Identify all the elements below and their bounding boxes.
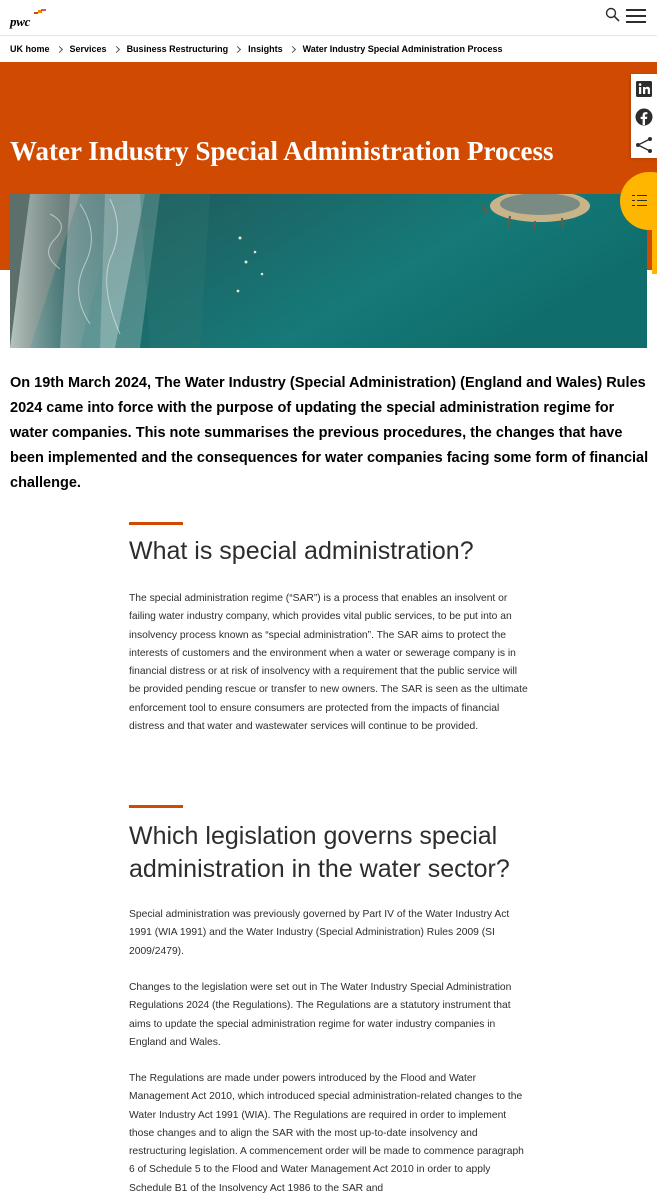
section-heading-which-legislation: Which legislation governs special administration in the water sector? [129,822,510,883]
search-button[interactable] [604,7,622,25]
breadcrumb-services[interactable]: Services [69,44,107,54]
menu-icon-bar [626,15,646,17]
section-paragraph: The special administration regime (“SAR”) is a process that enables an insolvent or failing water industry company, which provides vital public services, to be put into an insolvency process known as “special administration”. The SAR aims to protect the interests of customers and the environment when a water or sewerage company is in financial distress or at risk of insolvency with a requirement that the public service will be provided pending rescue or transfer to new owners. The SAR is seen as the ultimate enforcement tool to ensure consumers are protected from the impacts of financial distress and that water and wastewater services will continue to be provided. [129,593,528,733]
section-divider [129,522,183,525]
chevron-right-icon [289,45,296,52]
facebook-icon [631,104,657,130]
chevron-right-icon [113,45,120,52]
hero-image [10,194,647,348]
breadcrumb-insights[interactable]: Insights [248,44,283,54]
logo-text: pwc [10,14,31,29]
breadcrumb [10,36,503,62]
social-share-bar [631,74,657,158]
pwc-logo[interactable] [10,9,46,29]
section-paragraph: The Regulations are made under powers introduced by the Flood and Water Management Act 2010, which introduced special administration-related changes to the Water Industry Act 1991 (WIA). The Regulations are required in order to implement those changes and to align the SAR with the most up-to-date insolvency and restructuring legislation. A commencement order will be made to commence paragraph 6 of Schedule 5 to the Flood and Water Management Act 2010 in order to apply Schedule B1 of the Insolvency Act 1986 to the SAR and [129,1073,524,1194]
logo-mark-icon [28,9,46,17]
section-heading-what-is-special-administration: What is special administration? [129,537,474,565]
chevron-right-icon [55,45,62,52]
breadcrumb-current-page: Water Industry Special Administration Process [302,44,503,54]
menu-icon-bar [626,9,646,11]
section-divider [129,805,183,808]
linkedin-share-button[interactable] [631,76,657,102]
share-icon [631,132,657,158]
linkedin-icon [631,76,657,102]
search-icon [605,7,621,23]
chevron-right-icon [234,45,241,52]
page-title: Water Industry Special Administration Process [10,136,554,166]
facebook-share-button[interactable] [631,104,657,130]
breadcrumb-business-restructuring[interactable]: Business Restructuring [126,44,229,54]
aerial-sea-image [10,194,647,348]
menu-icon-bar [626,21,646,23]
menu-button[interactable] [626,9,648,25]
intro-summary: On 19th March 2024, The Water Industry (Special Administration) (England and Wales) Rules 2024 came into force with the purpose of updating the special administration regime for water companies. This note summarises the previous procedures, the changes that have been implemented and the consequences for water companies facing some form of financial challenge. [10,375,649,491]
section-paragraph: Special administration was previously governed by Part IV of the Water Industry Act 1991 (WIA 1991) and the Water Industry (Special Administration) Rules 2009 (SI 2009/2479). [129,909,510,957]
share-button[interactable] [631,132,657,158]
breadcrumb-uk-home[interactable]: UK home [10,44,50,54]
section-paragraph: Changes to the legislation were set out in The Water Industry Special Administration Regulations 2024 (the Regulations). The Regulations are a statutory instrument that aims to update the special administration regime for water industry companies in England and Wales. [129,982,512,1048]
site-header [0,0,657,36]
